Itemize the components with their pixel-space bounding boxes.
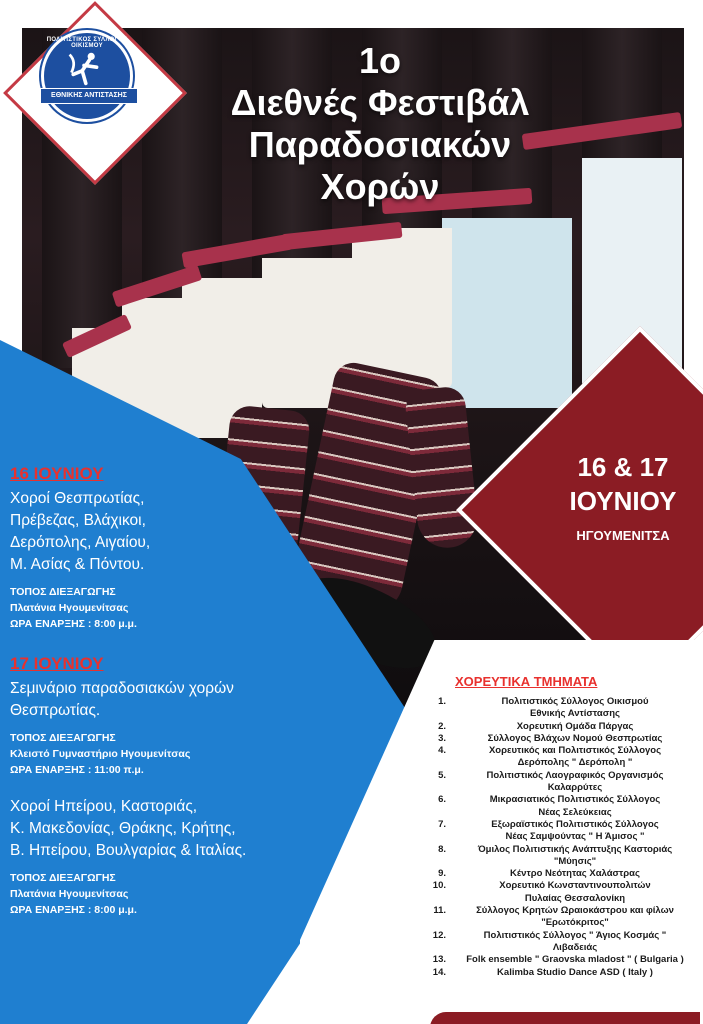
- list-item: [430, 967, 700, 979]
- day2-section: [10, 654, 234, 778]
- item-line: "Μύησις": [553, 855, 597, 867]
- dancer-leg: [404, 385, 480, 550]
- desc-line: Κ. Μακεδονίας, Θράκης, Κρήτης,: [10, 820, 236, 837]
- item-line: Πολιτιστικός Σύλλογος Οικισμού: [501, 696, 649, 707]
- item-text: [450, 770, 700, 795]
- start-time: ΩΡΑ ΕΝΑΡΞΗΣ : 11:00 π.μ.: [10, 764, 144, 776]
- desc-line: Δερόπολης, Αιγαίου,: [10, 534, 151, 551]
- item-number: 5.: [438, 769, 446, 781]
- desc-line: Θεσπρωτίας.: [10, 702, 101, 719]
- day1-description: [10, 488, 150, 576]
- start-time: ΩΡΑ ΕΝΑΡΞΗΣ : 8:00 μ.μ.: [10, 618, 137, 630]
- desc-line: Πρέβεζας, Βλάχικοι,: [10, 512, 146, 529]
- item-line: Μικρασιατικός Πολιτιστικός Σύλλογος: [489, 794, 661, 806]
- list-item: [430, 696, 700, 721]
- day2-evening-section: [10, 796, 246, 918]
- item-line: Εξωραϊστικός Πολιτιστικός Σύλλογος: [491, 818, 659, 830]
- day1-date: 16 ΙΟΥΝΙΟΥ: [10, 464, 104, 483]
- item-text: [450, 745, 700, 770]
- day2-date: 17 ΙΟΥΝΙΟΥ: [10, 654, 104, 673]
- bottom-accent: [430, 1012, 700, 1024]
- item-number: 12.: [432, 929, 446, 941]
- list-item: [430, 733, 700, 745]
- item-line: Λιβαδειάς: [552, 941, 598, 953]
- item-number: 1.: [438, 696, 446, 707]
- day2-description: [10, 678, 234, 722]
- list-item: [430, 868, 700, 880]
- item-number: 13.: [432, 954, 446, 966]
- list-item: [430, 794, 700, 819]
- venue-label: ΤΟΠΟΣ ΔΙΕΞΑΓΩΓΗΣ: [10, 872, 116, 884]
- venue-value: Κλειστό Γυμναστήριο Ηγουμενίτσας: [10, 748, 191, 760]
- item-line: Χορευτικός και Πολιτιστικός Σύλλογος: [488, 745, 662, 757]
- title-line: Παραδοσιακών: [248, 124, 512, 165]
- club-logo: [41, 30, 133, 122]
- item-line: Όμιλος Πολιτιστικής Ανάπτυξης Καστοριάς: [477, 843, 673, 855]
- title-line: Διεθνές Φεστιβάλ: [230, 82, 530, 123]
- item-line: Νέας Σαμψούντας " Η Άμισος ": [505, 831, 645, 843]
- item-text: [450, 930, 700, 955]
- item-text: [450, 954, 700, 966]
- desc-line: Χοροί Ηπείρου, Καστοριάς,: [10, 798, 198, 815]
- item-text: [450, 721, 700, 733]
- item-text: [450, 733, 700, 745]
- item-number: 14.: [432, 966, 446, 978]
- desc-line: Β. Ηπείρου, Βουλγαρίας & Ιταλίας.: [10, 842, 247, 859]
- venue-label: ΤΟΠΟΣ ΔΙΕΞΑΓΩΓΗΣ: [10, 586, 116, 598]
- item-text: [450, 696, 700, 721]
- festival-title: [160, 40, 600, 208]
- item-text: [450, 844, 700, 869]
- item-number: 9.: [438, 868, 446, 880]
- item-line: Πολιτιστικός Σύλλογος " Άγιος Κοσμάς ": [483, 929, 667, 941]
- event-days: 16 & 17: [577, 452, 669, 482]
- item-line: "Ερωτόκριτος": [541, 917, 609, 929]
- event-city: ΗΓΟΥΜΕΝΙΤΣΑ: [576, 528, 670, 543]
- title-line: Χορών: [320, 166, 440, 207]
- venue-value: Πλατάνια Ηγουμενίτσας: [10, 602, 129, 614]
- venue-value: Πλατάνια Ηγουμενίτσας: [10, 888, 129, 900]
- event-dates: [548, 450, 698, 518]
- title-line: 1ο: [358, 40, 401, 81]
- item-line: Σύλλογος Βλάχων Νομού Θεσπρωτίας: [487, 732, 663, 744]
- item-text: [450, 905, 700, 930]
- list-item: [430, 844, 700, 869]
- venue-label: ΤΟΠΟΣ ΔΙΕΞΑΓΩΓΗΣ: [10, 732, 116, 744]
- item-number: 3.: [438, 732, 446, 744]
- item-text: [450, 794, 700, 819]
- list-item: [430, 905, 700, 930]
- item-number: 10.: [432, 880, 446, 892]
- item-line: Πυλαίας Θεσσαλονίκη: [524, 892, 626, 904]
- logo-ring-text: ΠΟΛΙΤΙΣΤΙΚΟΣ ΣΥΛΛΟΓΟΣ ΟΙΚΙΣΜΟΥ: [46, 37, 128, 49]
- item-line: Χορευτικό Κωνσταντινουπολιτών: [499, 880, 651, 892]
- item-line: Κέντρο Νεότητας Χαλάστρας: [510, 868, 640, 880]
- desc-line: Σεμινάριο παραδοσιακών χορών: [10, 680, 234, 697]
- dancer-figure-icon: [62, 51, 106, 87]
- list-item: [430, 721, 700, 733]
- item-number: 2.: [438, 720, 446, 732]
- day2-evening-description: [10, 796, 246, 862]
- logo-ribbon: ΕΘΝΙΚΗΣ ΑΝΤΙΣΤΑΣΗΣ: [40, 88, 138, 104]
- item-line: Χορευτική Ομάδα Πάργας: [516, 720, 634, 732]
- list-item: [430, 770, 700, 795]
- item-text: [450, 880, 700, 905]
- item-line: Σύλλογος Κρητών Ωραιοκάστρου και φίλων: [476, 905, 674, 917]
- petticoat: [352, 228, 452, 388]
- item-line: Νέας Σελεύκειας: [538, 806, 612, 818]
- item-number: 6.: [438, 794, 446, 806]
- petticoat: [442, 218, 572, 408]
- item-number: 4.: [438, 745, 446, 757]
- list-item: [430, 930, 700, 955]
- list-item: [430, 880, 700, 905]
- item-text: [450, 868, 700, 880]
- list-item: [430, 954, 700, 966]
- start-time: ΩΡΑ ΕΝΑΡΞΗΣ : 8:00 μ.μ.: [10, 904, 137, 916]
- item-number: 11.: [433, 905, 446, 917]
- groups-title: ΧΟΡΕΥΤΙΚΑ ΤΜΗΜΑΤΑ: [455, 674, 598, 689]
- item-line: Πολιτιστικός Λαογραφικός Οργανισμός: [486, 769, 664, 781]
- desc-line: Μ. Ασίας & Πόντου.: [10, 556, 145, 573]
- item-line: Kalimba Studio Dance ASD ( Italy ): [497, 966, 653, 978]
- item-line: Folk ensemble " Graovska mladost " ( Bulgaria ): [466, 954, 684, 966]
- list-item: [430, 819, 700, 844]
- item-line: Καλαρρύτες: [547, 782, 603, 794]
- item-text: [450, 819, 700, 844]
- event-month: ΙΟΥΝΙΟΥ: [569, 486, 677, 516]
- groups-list: [430, 696, 700, 979]
- item-number: 7.: [438, 818, 446, 830]
- desc-line: Χοροί Θεσπρωτίας,: [10, 490, 145, 507]
- item-line: Εθνικής Αντίστασης: [530, 708, 620, 720]
- item-number: 8.: [438, 843, 446, 855]
- item-line: Δερόπολης " Δερόπολη ": [517, 757, 633, 769]
- day1-section: [10, 464, 150, 632]
- list-item: [430, 745, 700, 770]
- item-text: [450, 967, 700, 979]
